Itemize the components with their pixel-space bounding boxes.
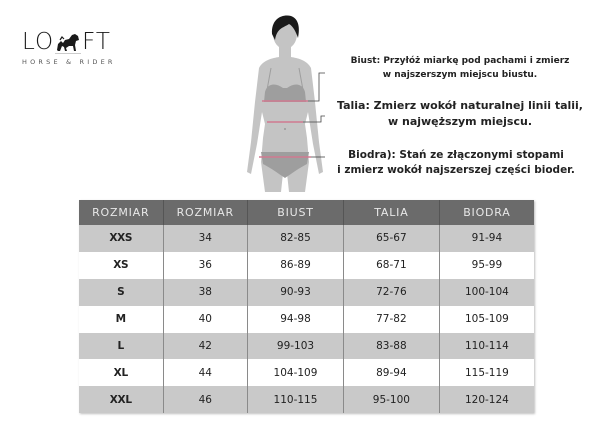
cell-hips: 115-119 bbox=[439, 359, 534, 386]
cell-size-number: 36 bbox=[163, 252, 248, 279]
logo-text-right: FT bbox=[82, 29, 111, 55]
cell-waist: 72-76 bbox=[343, 279, 439, 306]
table-row bbox=[79, 306, 534, 333]
cell-size-number: 40 bbox=[163, 306, 248, 333]
header-size-letter: ROZMIAR bbox=[79, 200, 163, 225]
cell-waist: 89-94 bbox=[343, 359, 439, 386]
cell-size-number: 46 bbox=[163, 386, 248, 413]
cell-size-letter: M bbox=[79, 306, 163, 333]
brand-logo bbox=[22, 30, 122, 66]
cell-waist: 68-71 bbox=[343, 252, 439, 279]
header-waist: TALIA bbox=[343, 200, 439, 225]
table-row bbox=[79, 252, 534, 279]
logo-tagline: HORSE & RIDER bbox=[22, 58, 116, 66]
cell-size-number: 34 bbox=[163, 225, 248, 252]
cell-size-letter: XS bbox=[79, 252, 163, 279]
cell-size-number: 38 bbox=[163, 279, 248, 306]
hips-instruction bbox=[322, 148, 590, 178]
waist-instruction-line1: Talia: Zmierz wokół naturalnej linii talii, bbox=[336, 99, 583, 112]
cell-bust: 90-93 bbox=[248, 279, 344, 306]
cell-bust: 82-85 bbox=[248, 225, 344, 252]
cell-hips: 105-109 bbox=[439, 306, 534, 333]
cell-bust: 110-115 bbox=[248, 386, 344, 413]
bust-instruction-line1: Biust: Przyłóż miarkę pod pachami i zmierz bbox=[350, 56, 570, 66]
header-bust: BIUST bbox=[248, 200, 344, 225]
bust-instruction bbox=[330, 54, 590, 82]
waist-instruction-line2: w najwęższym miejscu. bbox=[388, 115, 532, 128]
table-row bbox=[79, 333, 534, 360]
cell-waist: 77-82 bbox=[343, 306, 439, 333]
cell-waist: 95-100 bbox=[343, 386, 439, 413]
cell-bust: 99-103 bbox=[248, 333, 344, 360]
cell-waist: 65-67 bbox=[343, 225, 439, 252]
cell-size-letter: XL bbox=[79, 359, 163, 386]
horse-icon bbox=[55, 32, 81, 54]
table-header-row bbox=[79, 200, 534, 225]
cell-size-letter: XXL bbox=[79, 386, 163, 413]
logo-text-left: LO bbox=[22, 29, 55, 55]
cell-hips: 95-99 bbox=[439, 252, 534, 279]
cell-hips: 120-124 bbox=[439, 386, 534, 413]
cell-hips: 91-94 bbox=[439, 225, 534, 252]
female-body-silhouette-icon bbox=[245, 12, 325, 194]
waist-instruction bbox=[325, 98, 595, 130]
cell-bust: 94-98 bbox=[248, 306, 344, 333]
cell-size-number: 44 bbox=[163, 359, 248, 386]
logo-wordmark bbox=[22, 30, 122, 54]
table-row bbox=[79, 386, 534, 413]
header-hips: BIODRA bbox=[439, 200, 534, 225]
cell-bust: 104-109 bbox=[248, 359, 344, 386]
table-row bbox=[79, 279, 534, 306]
hips-instruction-line2: i zmierz wokół najszerszej części bioder. bbox=[337, 164, 575, 176]
cell-size-letter: L bbox=[79, 333, 163, 360]
table-row bbox=[79, 359, 534, 386]
cell-hips: 100-104 bbox=[439, 279, 534, 306]
table-row bbox=[79, 225, 534, 252]
cell-size-letter: S bbox=[79, 279, 163, 306]
cell-size-number: 42 bbox=[163, 333, 248, 360]
hips-instruction-line1: Biodra): Stań ze złączonymi stopami bbox=[348, 149, 564, 161]
cell-bust: 86-89 bbox=[248, 252, 344, 279]
header-size-number: ROZMIAR bbox=[163, 200, 248, 225]
cell-hips: 110-114 bbox=[439, 333, 534, 360]
cell-waist: 83-88 bbox=[343, 333, 439, 360]
size-chart-table bbox=[79, 200, 534, 413]
bust-instruction-line2: w najszerszym miejscu biustu. bbox=[382, 70, 538, 80]
cell-size-letter: XXS bbox=[79, 225, 163, 252]
